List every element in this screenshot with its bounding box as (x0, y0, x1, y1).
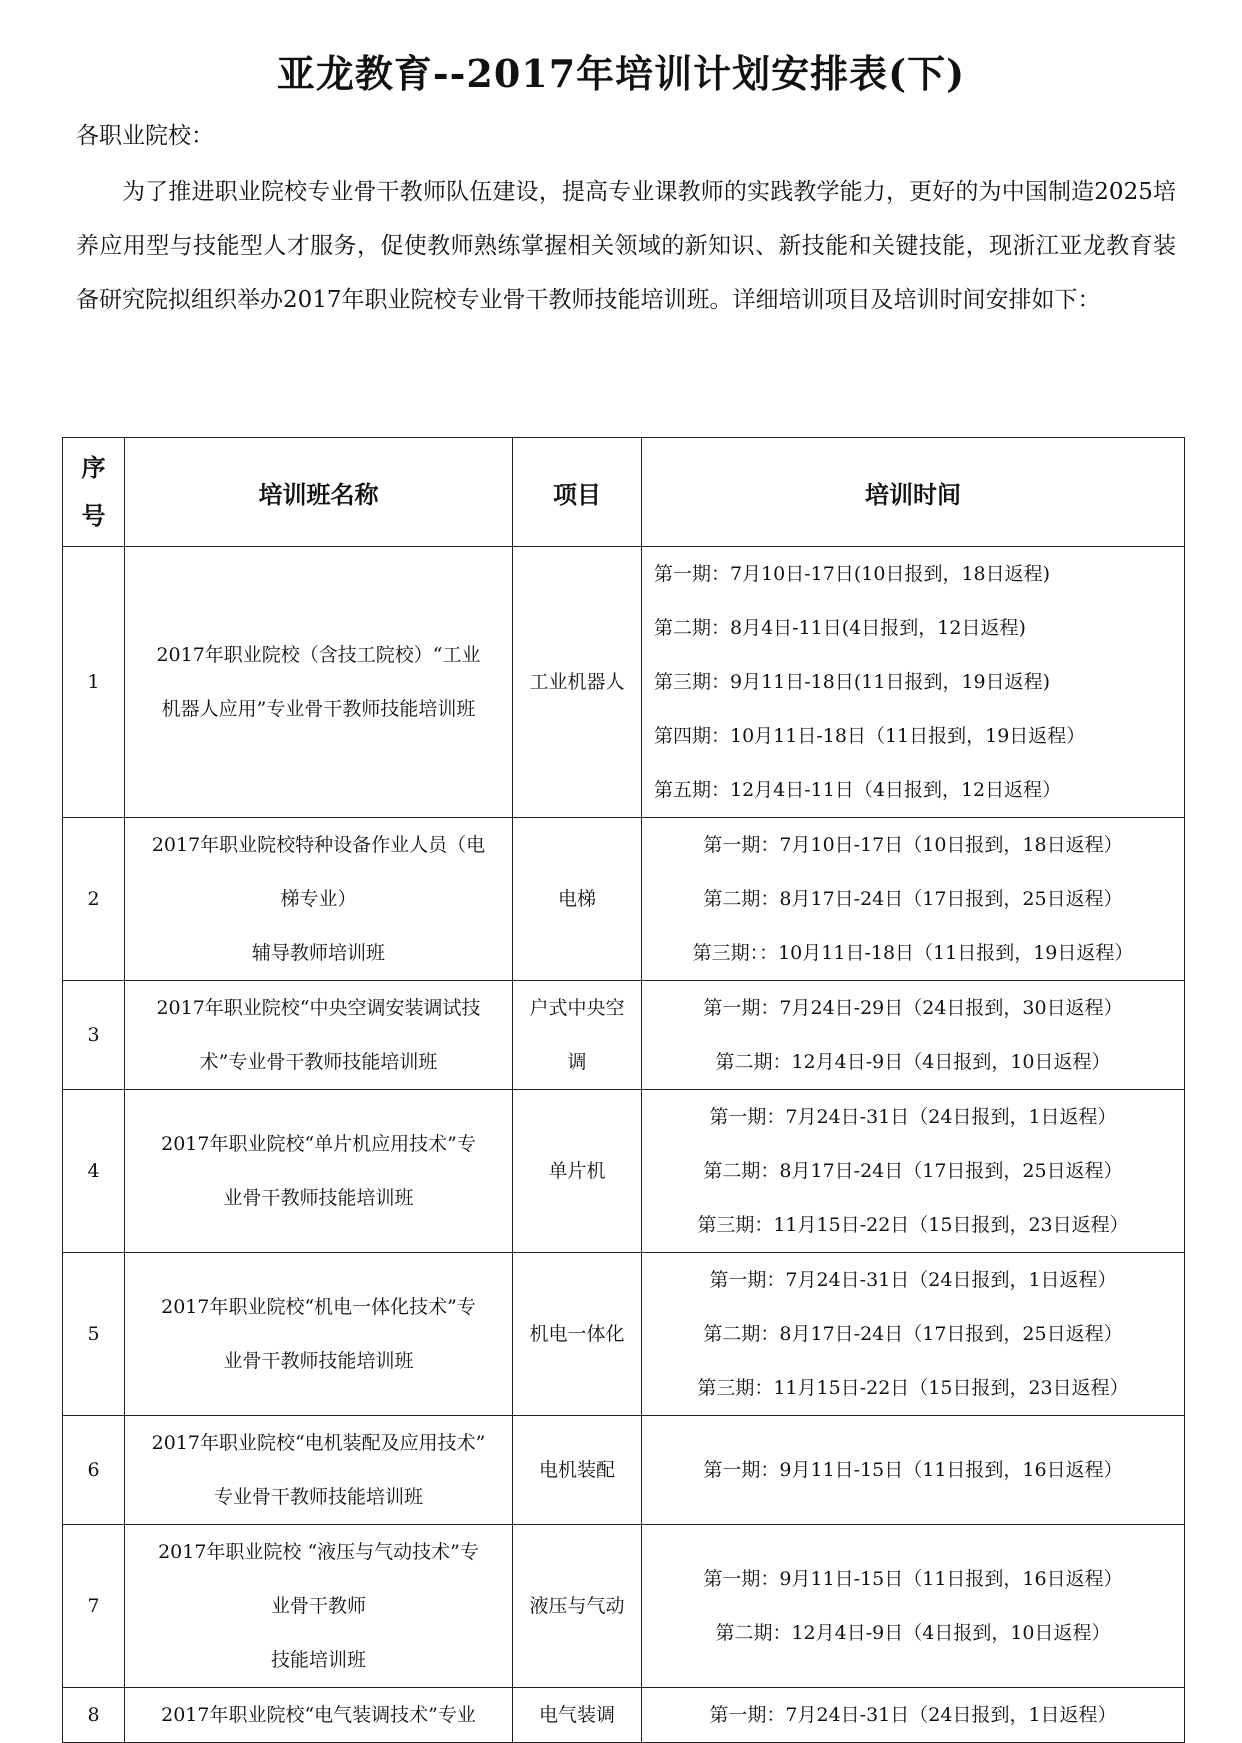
row-class-name (125, 1416, 513, 1525)
session-time: 第三期：9月11日-18日(11日报到，19日返程) (654, 671, 1051, 693)
row-seq: 4 (63, 1090, 125, 1253)
row-seq: 7 (63, 1525, 125, 1688)
project-line: 机电一体化 (529, 1323, 625, 1345)
table-row (63, 1090, 1185, 1253)
session-time: 第二期：12月4日-9日（4日报到，10日返程） (715, 1051, 1111, 1073)
session-time: 第二期：8月4日-11日(4日报到，12日返程) (654, 617, 1026, 639)
session-time: 第一期：7月10日-17日（10日报到，18日返程） (703, 834, 1123, 856)
class-name-line: 2017年职业院校“电机装配及应用技术” (151, 1432, 486, 1454)
session-time: 第二期：12月4日-9日（4日报到，10日返程） (715, 1622, 1111, 1644)
row-class-name (125, 818, 513, 981)
row-training-time (642, 547, 1185, 818)
class-name-line: 业骨干教师 (270, 1595, 366, 1617)
row-training-time (642, 1688, 1185, 1743)
row-class-name (125, 1688, 513, 1743)
row-seq: 3 (63, 981, 125, 1090)
row-project (513, 1525, 642, 1688)
table-row (63, 981, 1185, 1090)
header-project: 项目 (513, 438, 642, 547)
row-seq: 2 (63, 818, 125, 981)
header-seq (63, 438, 125, 547)
row-class-name (125, 981, 513, 1090)
row-training-time (642, 1090, 1185, 1253)
header-seq-line1: 序 (81, 453, 106, 482)
row-training-time (642, 1416, 1185, 1525)
table-row (63, 1416, 1185, 1525)
class-name-line: 2017年职业院校“单片机应用技术”专 (161, 1133, 476, 1155)
session-time: 第五期：12月4日-11日（4日报到，12日返程） (654, 779, 1062, 801)
project-line: 电气装调 (538, 1704, 615, 1726)
project-line: 电梯 (557, 888, 596, 910)
salutation: 各职业院校： (76, 123, 214, 149)
session-time: 第一期：7月10日-17日(10日报到，18日返程) (654, 563, 1051, 585)
project-line: 工业机器人 (529, 671, 625, 693)
table-row (63, 1525, 1185, 1688)
session-time: 第一期：7月24日-29日（24日报到，30日返程） (703, 997, 1123, 1019)
class-name-line: 技能培训班 (270, 1649, 366, 1671)
class-name-line: 2017年职业院校“电气装调技术”专业 (161, 1704, 476, 1726)
row-project (513, 1253, 642, 1416)
class-name-line: 2017年职业院校特种设备作业人员（电 (151, 834, 486, 856)
row-seq: 8 (63, 1688, 125, 1743)
project-line: 液压与气动 (529, 1595, 625, 1617)
session-time: 第一期：7月24日-31日（24日报到，1日返程） (709, 1106, 1117, 1128)
row-training-time (642, 1525, 1185, 1688)
project-line: 户式中央空 (529, 997, 625, 1019)
class-name-line: 2017年职业院校“中央空调安装调试技 (156, 997, 481, 1019)
class-name-line: 业骨干教师技能培训班 (223, 1187, 414, 1209)
session-time: 第一期：9月11日-15日（11日报到，16日返程） (703, 1568, 1123, 1590)
session-time: 第三期：：10月11日-18日（11日报到，19日返程） (692, 942, 1134, 964)
session-time: 第三期：11月15日-22日（15日报到，23日返程） (697, 1214, 1129, 1236)
row-training-time (642, 818, 1185, 981)
row-project (513, 547, 642, 818)
row-seq: 5 (63, 1253, 125, 1416)
row-training-time (642, 1253, 1185, 1416)
table-row (63, 1688, 1185, 1743)
project-line: 单片机 (548, 1160, 606, 1182)
table-row (63, 818, 1185, 981)
row-project (513, 1688, 642, 1743)
class-name-line: 术”专业骨干教师技能培训班 (199, 1051, 438, 1073)
table-row (63, 547, 1185, 818)
class-name-line: 2017年职业院校（含技工院校）“工业 (156, 644, 481, 666)
table-row (63, 1253, 1185, 1416)
class-name-line: 2017年职业院校“机电一体化技术”专 (161, 1296, 476, 1318)
row-class-name (125, 1090, 513, 1253)
document-title: 亚龙教育--2017年培训计划安排表(下) (276, 51, 966, 96)
row-project (513, 818, 642, 981)
row-training-time (642, 981, 1185, 1090)
row-seq: 1 (63, 547, 125, 818)
class-name-line: 专业骨干教师技能培训班 (213, 1486, 423, 1508)
table-header-row (63, 438, 1185, 547)
class-name-line: 辅导教师培训班 (251, 942, 385, 964)
session-time: 第一期：9月11日-15日（11日报到，16日返程） (703, 1459, 1123, 1481)
row-project (513, 981, 642, 1090)
row-class-name (125, 1525, 513, 1688)
row-project (513, 1416, 642, 1525)
header-name: 培训班名称 (125, 438, 513, 547)
row-seq: 6 (63, 1416, 125, 1525)
project-line: 调 (567, 1051, 587, 1073)
header-time: 培训时间 (642, 438, 1185, 547)
session-time: 第二期：8月17日-24日（17日报到，25日返程） (703, 888, 1123, 910)
class-name-line: 业骨干教师技能培训班 (223, 1350, 414, 1372)
header-seq-line2: 号 (81, 501, 106, 530)
row-project (513, 1090, 642, 1253)
session-time: 第二期：8月17日-24日（17日报到，25日返程） (703, 1160, 1123, 1182)
row-class-name (125, 1253, 513, 1416)
session-time: 第二期：8月17日-24日（17日报到，25日返程） (703, 1323, 1123, 1345)
training-schedule-table (62, 437, 1185, 1743)
session-time: 第四期：10月11日-18日（11日报到，19日返程） (654, 725, 1086, 747)
session-time: 第三期：11月15日-22日（15日报到，23日返程） (697, 1377, 1129, 1399)
row-class-name (125, 547, 513, 818)
class-name-line: 机器人应用”专业骨干教师技能培训班 (161, 698, 476, 720)
class-name-line: 2017年职业院校 “液压与气动技术”专 (158, 1541, 479, 1563)
session-time: 第一期：7月24日-31日（24日报到，1日返程） (709, 1704, 1117, 1726)
project-line: 电机装配 (538, 1459, 615, 1481)
class-name-line: 梯专业） (280, 888, 357, 910)
session-time: 第一期：7月24日-31日（24日报到，1日返程） (709, 1269, 1117, 1291)
intro-paragraph: 为了推进职业院校专业骨干教师队伍建设，提高专业课教师的实践教学能力，更好的为中国制造2025培养应用型与技能型人才服务，促使教师熟练掌握相关领域的新知识、新技能和关键技能，现浙江亚龙教育装备研究院拟组织举办2017年职业院校专业骨干教师技能培训班。详细培训项目及培训时间安排如下： (76, 179, 1176, 313)
